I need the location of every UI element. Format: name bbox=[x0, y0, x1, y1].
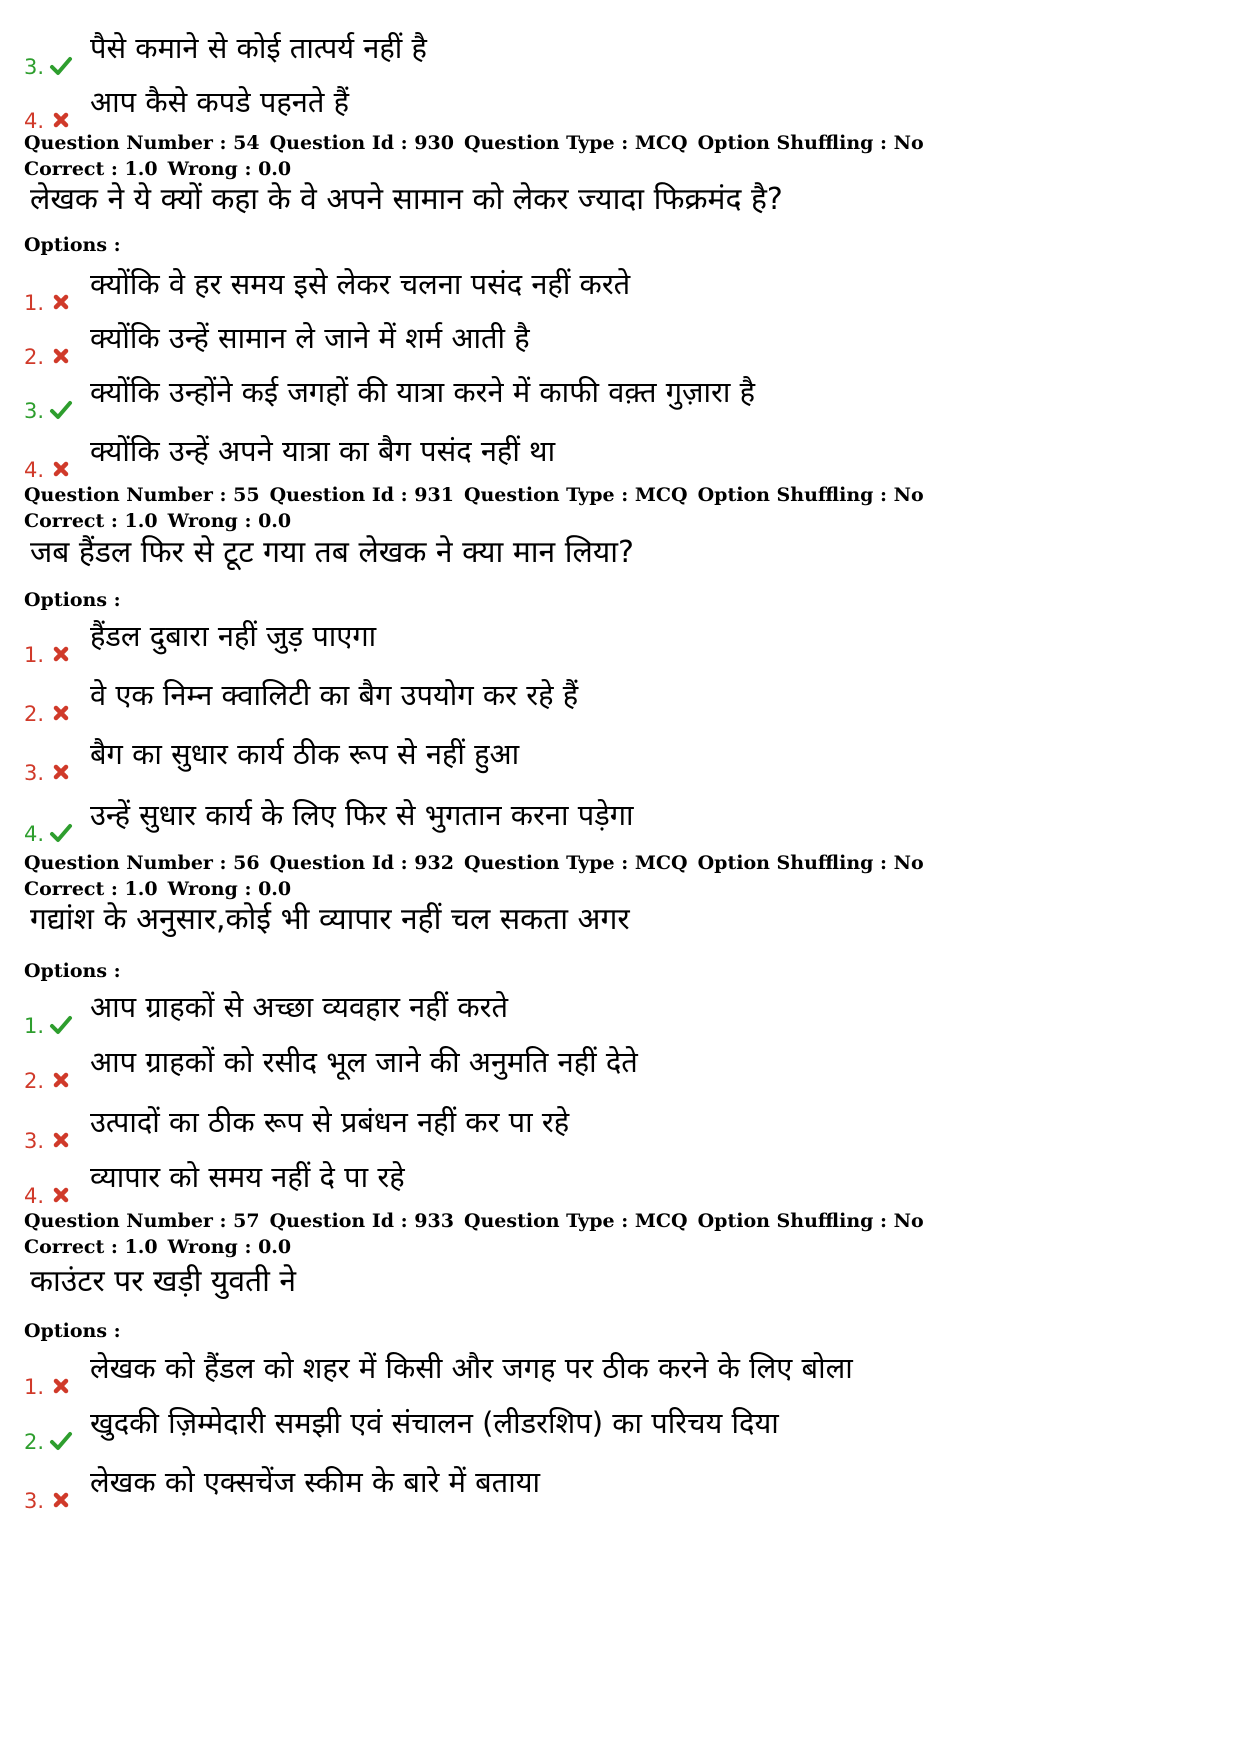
question-text: गद्यांश के अनुसार,कोई भी व्यापार नहीं चल सकता अगर bbox=[30, 902, 630, 937]
check-icon bbox=[49, 821, 73, 845]
marks-line bbox=[24, 1234, 934, 1260]
option-text: उत्पादों का ठीक रूप से प्रबंधन नहीं कर पा रहे bbox=[90, 1105, 570, 1139]
cross-icon bbox=[49, 760, 73, 784]
cross-icon bbox=[49, 344, 73, 368]
wrong-marks: Wrong : 0.0 bbox=[167, 878, 292, 900]
check-icon bbox=[49, 1429, 73, 1453]
option-text: बैग का सुधार कार्य ठीक रूप से नहीं हुआ bbox=[90, 737, 520, 771]
marks-line bbox=[24, 876, 934, 902]
option-number: 1. bbox=[24, 1375, 45, 1399]
option-row bbox=[24, 28, 1204, 80]
option-text: पैसे कमाने से कोई तात्पर्य नहीं है bbox=[90, 31, 427, 65]
option-number: 2. bbox=[24, 702, 45, 726]
option-text: वे एक निम्न क्वालिटी का बैग उपयोग कर रहे हैं bbox=[90, 678, 579, 712]
option-text: क्योंकि उन्हें सामान ले जाने में शर्म आती है bbox=[90, 321, 530, 355]
cross-icon bbox=[49, 290, 73, 314]
option-row bbox=[24, 318, 1204, 370]
question-text: लेखक ने ये क्यों कहा के वे अपने सामान को लेकर ज्यादा फिक्रमंद है? bbox=[30, 182, 783, 217]
check-icon bbox=[49, 54, 73, 78]
option-shuffling: Option Shuffling : No bbox=[697, 484, 924, 506]
option-number: 1. bbox=[24, 291, 45, 315]
option-text: लेखक को हैंडल को शहर में किसी और जगह पर ठीक करने के लिए बोला bbox=[90, 1351, 853, 1385]
option-number: 3. bbox=[24, 1129, 45, 1153]
option-text: क्योंकि वे हर समय इसे लेकर चलना पसंद नहीं करते bbox=[90, 267, 631, 301]
check-icon bbox=[49, 1013, 73, 1037]
question-number: Question Number : 57 bbox=[24, 1210, 260, 1232]
question-meta bbox=[24, 130, 934, 182]
question-text: काउंटर पर खड़ी युवती ने bbox=[30, 1264, 297, 1299]
option-number: 3. bbox=[24, 399, 45, 423]
wrong-marks: Wrong : 0.0 bbox=[167, 510, 292, 532]
cross-icon bbox=[49, 1183, 73, 1207]
correct-marks: Correct : 1.0 bbox=[24, 158, 158, 180]
option-row bbox=[24, 372, 1204, 424]
cross-icon bbox=[49, 1128, 73, 1152]
question-id: Question Id : 933 bbox=[269, 1210, 454, 1232]
option-number: 2. bbox=[24, 1430, 45, 1454]
options-label: Options : bbox=[24, 589, 121, 611]
question-number: Question Number : 55 bbox=[24, 484, 260, 506]
option-row bbox=[24, 1403, 1204, 1455]
option-number: 4. bbox=[24, 1184, 45, 1208]
option-text: क्योंकि उन्हें अपने यात्रा का बैग पसंद नहीं था bbox=[90, 434, 556, 468]
question-number: Question Number : 54 bbox=[24, 132, 260, 154]
question-id: Question Id : 931 bbox=[269, 484, 454, 506]
correct-marks: Correct : 1.0 bbox=[24, 1236, 158, 1258]
option-number: 1. bbox=[24, 1014, 45, 1038]
correct-marks: Correct : 1.0 bbox=[24, 878, 158, 900]
wrong-marks: Wrong : 0.0 bbox=[167, 1236, 292, 1258]
cross-icon bbox=[49, 108, 73, 132]
cross-icon bbox=[49, 1068, 73, 1092]
question-number: Question Number : 56 bbox=[24, 852, 260, 874]
option-number: 1. bbox=[24, 643, 45, 667]
marks-line bbox=[24, 508, 934, 534]
question-meta-line bbox=[24, 850, 934, 876]
wrong-marks: Wrong : 0.0 bbox=[167, 158, 292, 180]
option-text: उन्हें सुधार कार्य के लिए फिर से भुगतान करना पड़ेगा bbox=[90, 798, 634, 832]
option-row bbox=[24, 1042, 1204, 1094]
check-icon bbox=[49, 398, 73, 422]
option-row bbox=[24, 987, 1204, 1039]
option-text: खुदकी ज़िम्मेदारी समझी एवं संचालन (लीडरशिप) का परिचय दिया bbox=[90, 1406, 779, 1440]
cross-icon bbox=[49, 642, 73, 666]
question-type: Question Type : MCQ bbox=[463, 1210, 688, 1232]
question-type: Question Type : MCQ bbox=[463, 852, 688, 874]
option-shuffling: Option Shuffling : No bbox=[697, 852, 924, 874]
options-label: Options : bbox=[24, 1320, 121, 1342]
option-row bbox=[24, 1462, 1204, 1514]
option-text: लेखक को एक्सचेंज स्कीम के बारे में बताया bbox=[90, 1465, 541, 1499]
question-meta-line bbox=[24, 130, 934, 156]
option-shuffling: Option Shuffling : No bbox=[697, 132, 924, 154]
option-number: 4. bbox=[24, 109, 45, 133]
correct-marks: Correct : 1.0 bbox=[24, 510, 158, 532]
question-type: Question Type : MCQ bbox=[463, 132, 688, 154]
question-text: जब हैंडल फिर से टूट गया तब लेखक ने क्या मान लिया? bbox=[30, 535, 634, 570]
option-number: 2. bbox=[24, 1069, 45, 1093]
option-number: 3. bbox=[24, 55, 45, 79]
question-id: Question Id : 930 bbox=[269, 132, 454, 154]
option-row bbox=[24, 734, 1204, 786]
option-row bbox=[24, 264, 1204, 316]
question-meta-line bbox=[24, 482, 934, 508]
option-shuffling: Option Shuffling : No bbox=[697, 1210, 924, 1232]
cross-icon bbox=[49, 1374, 73, 1398]
question-meta-line bbox=[24, 1208, 934, 1234]
cross-icon bbox=[49, 701, 73, 725]
option-text: हैंडल दुबारा नहीं जुड़ पाएगा bbox=[90, 619, 377, 653]
question-type: Question Type : MCQ bbox=[463, 484, 688, 506]
option-text: आप ग्राहकों को रसीद भूल जाने की अनुमति नहीं देते bbox=[90, 1045, 638, 1079]
option-row bbox=[24, 616, 1204, 668]
option-row bbox=[24, 1348, 1204, 1400]
options-label: Options : bbox=[24, 960, 121, 982]
cross-icon bbox=[49, 1488, 73, 1512]
question-meta bbox=[24, 1208, 934, 1260]
option-text: क्योंकि उन्होंने कई जगहों की यात्रा करने में काफी वक़्त गुज़ारा है bbox=[90, 375, 756, 409]
option-text: व्यापार को समय नहीं दे पा रहे bbox=[90, 1160, 405, 1194]
option-row bbox=[24, 675, 1204, 727]
option-row bbox=[24, 82, 1204, 134]
options-label: Options : bbox=[24, 234, 121, 256]
cross-icon bbox=[49, 457, 73, 481]
option-number: 3. bbox=[24, 761, 45, 785]
question-meta bbox=[24, 850, 934, 902]
option-row bbox=[24, 1157, 1204, 1209]
option-number: 4. bbox=[24, 458, 45, 482]
marks-line bbox=[24, 156, 934, 182]
option-number: 2. bbox=[24, 345, 45, 369]
option-text: आप कैसे कपडे पहनते हैं bbox=[90, 85, 350, 119]
option-number: 3. bbox=[24, 1489, 45, 1513]
option-row bbox=[24, 1102, 1204, 1154]
option-row bbox=[24, 431, 1204, 483]
question-meta bbox=[24, 482, 934, 534]
option-row bbox=[24, 795, 1204, 847]
question-id: Question Id : 932 bbox=[269, 852, 454, 874]
option-number: 4. bbox=[24, 822, 45, 846]
option-text: आप ग्राहकों से अच्छा व्यवहार नहीं करते bbox=[90, 990, 509, 1024]
